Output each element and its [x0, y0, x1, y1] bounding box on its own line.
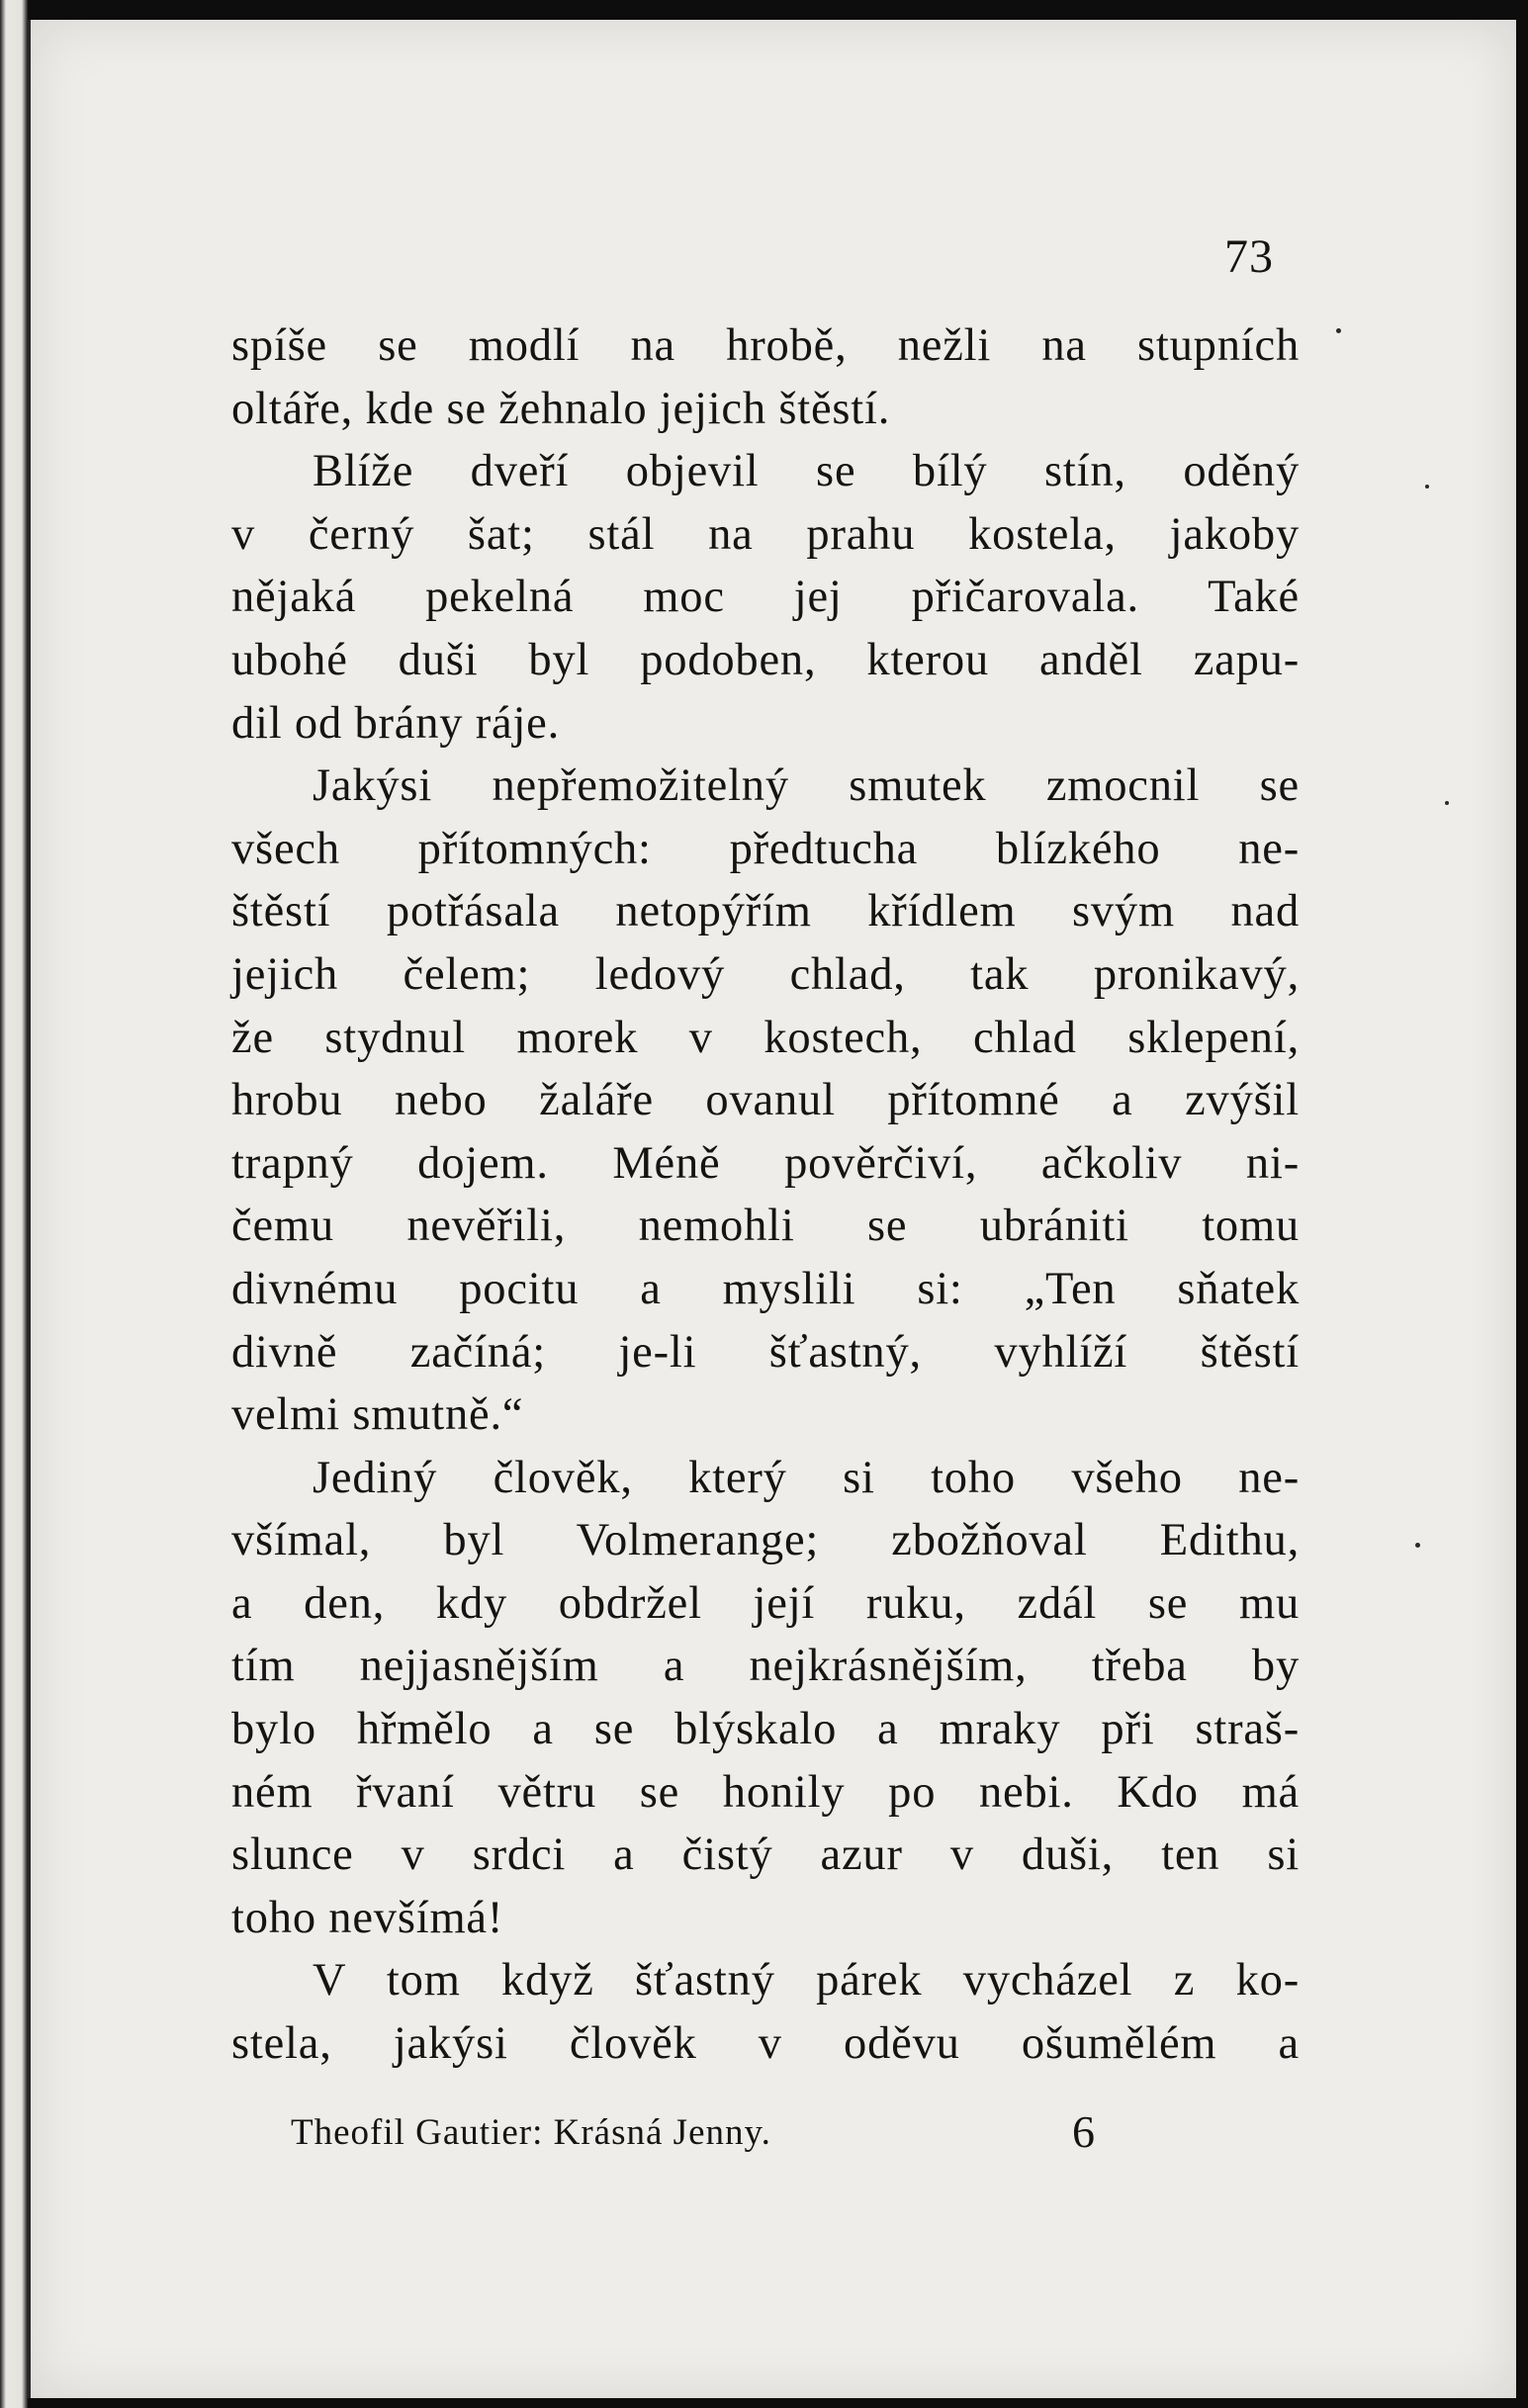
text-line: bylo hřmělo a se blýskalo a mraky při straš- — [231, 1704, 1300, 1755]
text-line: spíše se modlí na hrobě, nežli na stupních — [231, 320, 1300, 371]
text-line: stela, jakýsi člověk v oděvu ošumělém a — [231, 2018, 1300, 2070]
text-line: v černý šat; stál na prahu kostela, jakoby — [231, 508, 1300, 560]
text-line: ném řvaní větru se honily po nebi. Kdo má — [231, 1766, 1300, 1818]
text-line: a den, kdy obdržel její ruku, zdál se mu — [231, 1577, 1300, 1629]
text-line: trapný dojem. Méně pověrčiví, ačkoliv ni- — [231, 1137, 1300, 1189]
text-line: hrobu nebo žaláře ovanul přítomné a zvýšil — [231, 1075, 1300, 1126]
text-line: všech přítomných: předtucha blízkého ne- — [231, 823, 1300, 874]
ink-speck — [1415, 1543, 1420, 1548]
text-line: tím nejjasnějším a nejkrásnějším, třeba by — [231, 1641, 1300, 1692]
text-line: dil od brány ráje. — [231, 697, 561, 749]
text-line: čemu nevěřili, nemohli se ubrániti tomu — [231, 1201, 1300, 1252]
footer-title: Theofil Gautier: Krásná Jenny. — [291, 2112, 771, 2153]
text-line: Jakýsi nepřemožitelný smutek zmocnil se — [313, 760, 1300, 812]
text-line: oltáře, kde se žehnalo jejich štěstí. — [231, 383, 891, 434]
text-line: divnému pocitu a myslili si: „Ten sňatek — [231, 1263, 1300, 1314]
text-line: nějaká pekelná moc jej přičarovala. Také — [231, 572, 1300, 623]
page-number: 73 — [1224, 230, 1274, 283]
text-line: Jediný člověk, který si toho všeho ne- — [313, 1452, 1300, 1503]
text-line: toho nevšímá! — [231, 1892, 504, 1943]
book-page — [28, 20, 1516, 2398]
ink-speck — [1336, 328, 1341, 333]
text-line: všímal, byl Volmerange; zbožňoval Edithu, — [231, 1515, 1300, 1566]
text-line: Blíže dveří objevil se bílý stín, oděný — [313, 446, 1300, 497]
text-line: V tom když šťastný párek vycházel z ko- — [313, 1955, 1300, 2007]
text-line: velmi smutně.“ — [231, 1389, 524, 1441]
ink-speck — [1445, 801, 1449, 805]
text-line: slunce v srdci a čistý azur v duši, ten si — [231, 1829, 1300, 1881]
text-line: divně začíná; je-li šťastný, vyhlíží štěstí — [231, 1326, 1300, 1378]
text-line: že stydnul morek v kostech, chlad sklepení, — [231, 1012, 1300, 1063]
signature-mark: 6 — [1072, 2106, 1095, 2157]
body-text — [231, 314, 1300, 2076]
page-footer — [291, 2106, 1112, 2157]
text-line: štěstí potřásala netopýřím křídlem svým nad — [231, 886, 1300, 937]
ink-speck — [1425, 485, 1429, 489]
text-line: ubohé duši byl podoben, kterou anděl zapu- — [231, 634, 1300, 685]
text-line: jejich čelem; ledový chlad, tak pronikavý, — [231, 948, 1300, 1000]
previous-page-edge — [0, 0, 28, 2408]
